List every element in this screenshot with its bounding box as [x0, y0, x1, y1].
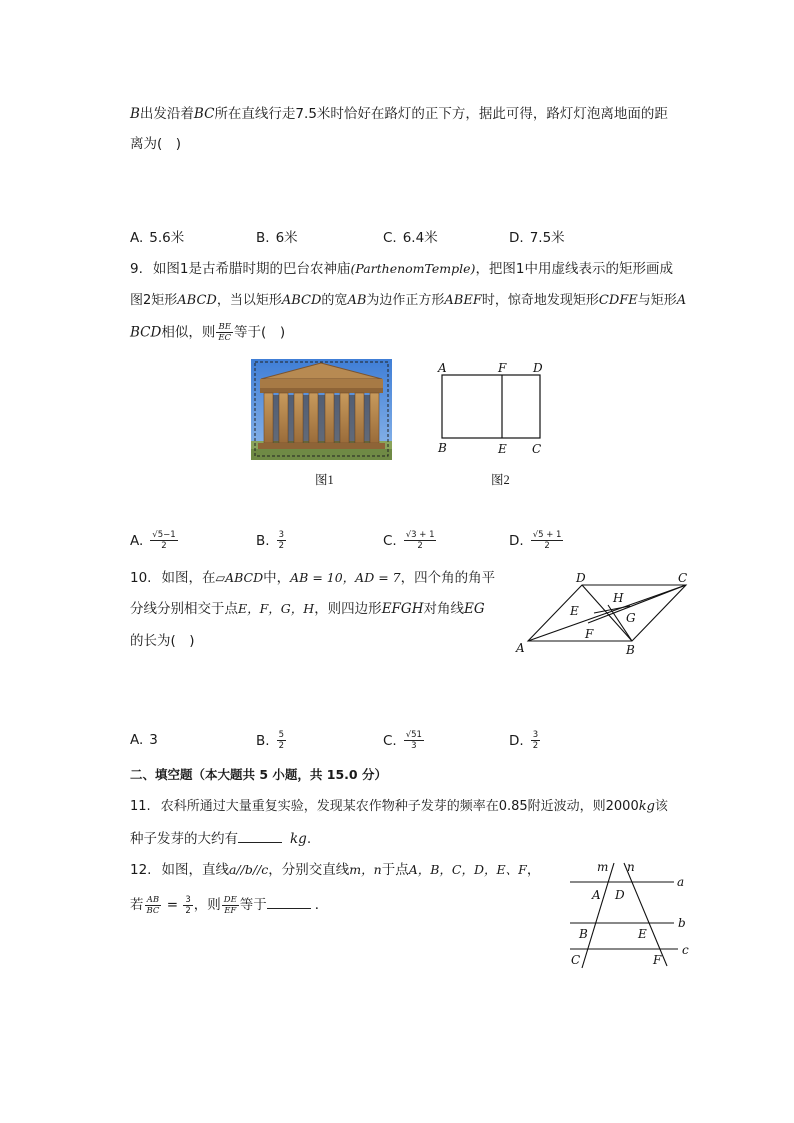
q8-text: 所在直线行走7.5米时恰好在路灯的正下方，据此可得，路灯灯泡离地面的距: [214, 106, 668, 122]
figure1-caption: 图1: [315, 473, 334, 487]
q10-option-a[interactable]: A. 3: [130, 732, 158, 748]
label-c-line: c: [682, 943, 689, 957]
label-point-e: E: [638, 927, 647, 941]
q12-fraction-3-2: $\frac{3}{2}$: [185, 894, 191, 916]
q9-line3: BCD相似，则 $\frac{BE}{EC}$ 等于( ): [130, 322, 286, 343]
q12-parallel-lines-diagram: [564, 858, 694, 970]
section-heading-fill-in: 二、填空题（本大题共 5 小题，共 15.0 分）: [130, 767, 387, 782]
rectangle-abcd: [442, 375, 540, 438]
q12-answer-blank[interactable]: [267, 894, 311, 909]
label-point-a: A: [592, 888, 601, 902]
q9-option-d[interactable]: D. $\frac{√5 + 1}{2}$: [509, 530, 562, 551]
q10-line2: 分线分别相交于点E，F，G，H，则四边形EFGH对角线EG: [130, 601, 485, 617]
label-m: m: [597, 860, 609, 874]
label-point-d: D: [615, 888, 625, 902]
q10-option-b[interactable]: B. $\frac{5}{2}$: [256, 730, 284, 751]
label-a: A: [516, 641, 525, 655]
q9-number: 9.: [130, 261, 143, 277]
q9-option-a[interactable]: A. $\frac{√5-1}{2}$: [130, 530, 176, 551]
label-point-f: F: [653, 953, 662, 967]
q11-number: 11.: [130, 799, 151, 814]
q9-fraction: $\frac{BE}{EC}$: [218, 322, 232, 343]
q8-text: 出发沿着: [139, 106, 194, 122]
label-c: C: [532, 442, 542, 456]
q12-fraction-de-ef: $\frac{DE}{EF}$: [223, 894, 237, 916]
q8-point-b: B: [130, 106, 140, 122]
label-f: F: [498, 361, 507, 375]
q12-line1: 12. 如图，直线a//b//c，分别交直线m，n于点A，B，C，D，E、F，: [130, 862, 541, 878]
q8-option-b[interactable]: B. 6米: [256, 230, 298, 246]
label-d: D: [576, 571, 586, 585]
label-h: H: [613, 591, 624, 605]
label-b: B: [626, 643, 635, 657]
temple-illustration: [251, 359, 392, 460]
q9-line1: 9. 如图1是古希腊时期的巴台农神庙(ParthenomTemple)，把图1中用虚线表示的矩形画成: [130, 261, 674, 277]
bisector-c: [588, 585, 686, 623]
q12-line2: 若 $\frac{AB}{BC}$ = $\frac{3}{2}$ ，则 $\frac{DE}{EF}$ 等于 ．: [130, 894, 329, 916]
q9-option-b[interactable]: B. $\frac{3}{2}$: [256, 530, 284, 551]
label-e: E: [570, 604, 579, 618]
q8-continuation-line1: [130, 104, 668, 124]
label-point-b: B: [579, 927, 588, 941]
label-g: G: [626, 611, 636, 625]
label-point-c: C: [571, 953, 581, 967]
q9-option-c[interactable]: C. $\frac{√3 + 1}{2}$: [383, 530, 435, 551]
q12-fraction-ab-bc: $\frac{AB}{BC}$: [146, 894, 160, 916]
q11-line1: 11. 农科所通过大量重复实验，发现某农作物种子发芽的频率在0.85附近波动，则2000kg该: [130, 799, 668, 814]
q10-option-c[interactable]: C. $\frac{√51}{3}$: [383, 730, 422, 751]
q12-number: 12.: [130, 862, 152, 878]
label-d: D: [533, 361, 543, 375]
q8-continuation-line2: 离为( ): [130, 136, 182, 152]
figure2-rectangle-diagram: [432, 358, 562, 458]
q11-line2: 种子发芽的大约有 kg.: [130, 828, 311, 849]
figure2-caption: 图2: [491, 473, 510, 487]
label-a-line: a: [677, 875, 685, 889]
label-n: n: [627, 860, 635, 874]
label-f: F: [585, 627, 594, 641]
q10-number: 10.: [130, 570, 152, 586]
line-m: [582, 863, 614, 968]
line-n: [624, 863, 667, 966]
label-e: E: [498, 442, 507, 456]
q8-segment-bc: BC: [193, 106, 215, 122]
q10-line1: 10. 如图，在▱ABCD中，AB = 10，AD = 7，四个角的角平: [130, 570, 496, 586]
q10-parallelogram-diagram: [512, 570, 697, 660]
q8-option-a[interactable]: A. 5.6米: [130, 230, 185, 246]
temple-photo: [251, 359, 392, 460]
q10-line3: 的长为( ): [130, 633, 195, 649]
label-c: C: [678, 571, 688, 585]
q8-option-d[interactable]: D. 7.5米: [509, 230, 565, 246]
label-b: B: [438, 441, 447, 455]
q8-option-c[interactable]: C. 6.4米: [383, 230, 438, 246]
label-b-line: b: [678, 916, 686, 930]
q11-answer-blank[interactable]: [238, 828, 282, 843]
q10-option-d[interactable]: D. $\frac{3}{2}$: [509, 730, 539, 751]
q9-line2: 图2矩形ABCD，当以矩形ABCD的宽AB为边作正方形ABEF时，惊奇地发现矩形CDFE与矩形A: [130, 293, 687, 308]
label-a: A: [438, 361, 447, 375]
